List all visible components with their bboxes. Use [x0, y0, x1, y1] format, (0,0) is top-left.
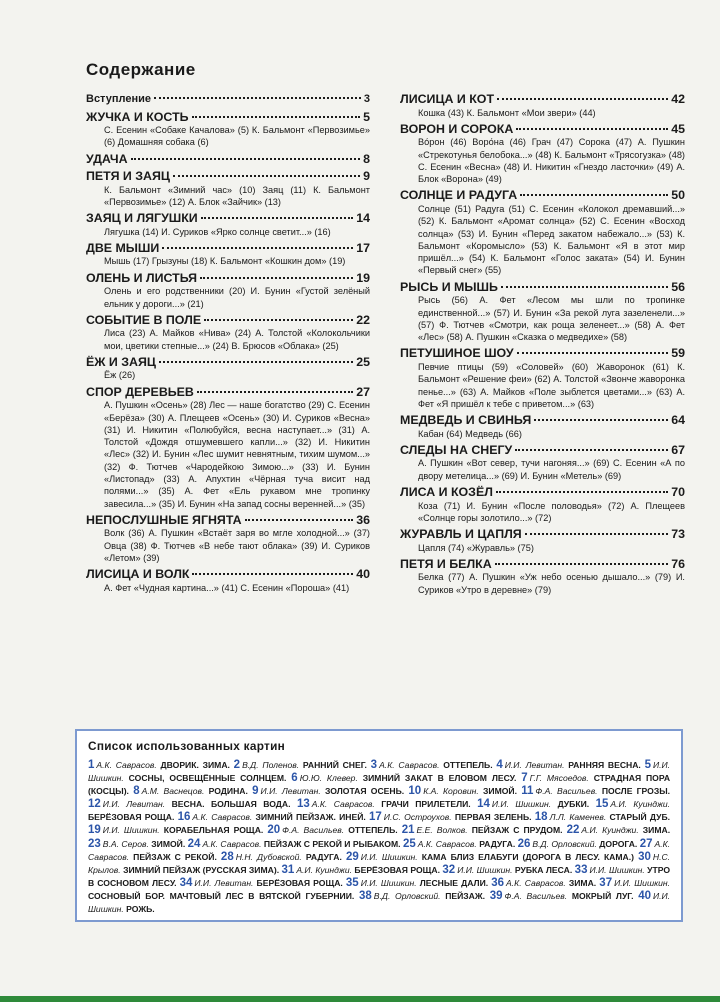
picture-title: ОТТЕПЕЛЬ. — [443, 760, 493, 770]
toc-entry-heading[interactable] — [86, 241, 370, 256]
picture-author: В.Д. Орловский. — [532, 838, 597, 849]
picture-title: ПОСЛЕ ГРОЗЫ. — [601, 786, 671, 797]
toc-page-number: 19 — [356, 270, 370, 285]
toc-entry-detail: Во́рон (46) Воро́на (46) Грач (47) Сорока (47) А. Пушкин «Стрекотунья белобока...» (48) К. Бальмонт «Трясогузка» (48) С. Есенин «Весна» (48) И. Никитин «Гнездо ласточки» (49) А. Блок «Ворона» (49) — [418, 137, 685, 185]
toc-entry-detail: А. Пушкин «Осень» (28) Лес — наше богатство (29) С. Есенин «Берёза» (30) А. Плещеев «Осень» (30) И. Суриков «Весна» (31) И. Никитин «Полюбуйся, весна наступает...» (31) А. Толстой «Дождя отшумевшего капли...» (32) И. Никитин «Лес» (32) И. Бунин «Лес шумит невнятным, тихим шумом...» (32) Ф. Тютчев «Чародейкою Зимою...» (33) И. Бунин «Листопад» (33) А. Апухтин «Чёрная туча висит над полями...» (35) А. Фет «Ель рукавом мне тропинку завесила...» (35) И. Бунин «На запад сосны веренней...» (35) — [104, 400, 370, 509]
picture-author: А.К. Саврасов. — [96, 760, 157, 770]
toc-entry-detail: А. Пушкин «Вот север, тучи нагоняя...» (69) С. Есенин «А по двору метелица...» (69) И. Бунин «Метель» (69) — [418, 458, 685, 481]
picture-title: БЕРЁЗОВАЯ РОЩА. — [88, 812, 175, 823]
picture-number: 24 — [187, 837, 201, 850]
picture-author: И.И. Шишкин. — [88, 760, 671, 784]
picture-title: РОДИНА. — [208, 786, 248, 797]
toc-page-number: 76 — [671, 556, 685, 571]
picture-number: 21 — [401, 824, 415, 837]
picture-number: 33 — [574, 863, 588, 876]
dot-leader — [516, 128, 668, 130]
picture-title: ДОРОГА. — [599, 838, 638, 849]
toc-entry — [400, 122, 685, 186]
picture-title: РАННИЙ СНЕГ. — [302, 760, 367, 770]
toc-entry — [86, 152, 370, 167]
toc-entry-heading[interactable] — [400, 346, 685, 361]
picture-number: 28 — [220, 850, 234, 863]
toc-entry — [86, 271, 370, 310]
toc-page-number: 56 — [671, 279, 685, 294]
picture-title: БЕРЁЗОВАЯ РОЩА. — [354, 864, 440, 875]
picture-title: РОЖЬ. — [126, 904, 155, 915]
picture-number: 31 — [281, 863, 295, 876]
picture-number: 14 — [477, 798, 490, 811]
picture-title: ЗИМНИЙ ПЕЙЗАЖ (РУССКАЯ ЗИМА). — [123, 864, 280, 875]
toc-page-number: 59 — [671, 346, 685, 361]
picture-author: А.И. Куинджи. — [581, 825, 639, 836]
picture-number: 15 — [595, 798, 609, 811]
toc-entry-detail: Кабан (64) Медведь (66) — [418, 428, 522, 439]
picture-number: 11 — [521, 785, 534, 798]
toc-entry-heading[interactable] — [400, 280, 685, 295]
dot-leader — [495, 563, 669, 565]
dot-leader — [515, 449, 668, 451]
picture-author: Н.С. Крылов. — [88, 851, 671, 875]
toc-entry — [400, 92, 685, 119]
toc-entry-title: СПОР ДЕРЕВЬЕВ — [86, 384, 194, 399]
toc-entry-heading[interactable] — [400, 413, 685, 428]
toc-entry-title: ВОРОН И СОРОКА — [400, 121, 514, 136]
toc-entry-heading[interactable] — [400, 92, 685, 107]
picture-number: 19 — [88, 824, 101, 837]
picture-title: РАННЯЯ ВЕСНА. — [568, 760, 641, 770]
picture-item — [263, 825, 397, 835]
toc-entry-heading[interactable] — [400, 188, 685, 203]
picture-author: А.К. Саврасов. — [88, 838, 671, 862]
picture-title: ПЕЙЗАЖ С РЕКОЙ. — [133, 851, 217, 862]
toc-entry — [400, 443, 685, 482]
picture-number: 27 — [639, 837, 653, 850]
pictures-list — [88, 759, 670, 916]
toc-entry-detail: Певчие птицы (59) «Соловей» (60) Жаворонок (61) К. Бальмонт «Решение феи» (62) А. Толстой «Звонче жаворонка пенье...» (63) А. Майков «Поле зыблется цветами...» (63) А. Фет «Я пришёл к тебе с приветом...» (63) — [418, 361, 685, 409]
dot-leader — [517, 352, 669, 354]
picture-item — [471, 799, 589, 809]
toc-entry-detail: Белка (77) А. Пушкин «Уж небо осенью дышало...» (79) И. Суриков «Утро в деревне» (79) — [418, 572, 685, 595]
toc-page-number: 14 — [356, 211, 370, 226]
picture-title: МОКРЫЙ ЛУГ. — [571, 890, 634, 901]
picture-title: СТРАДНАЯ ПОРА (КОСЦЫ). — [88, 773, 671, 797]
toc-page-number: 17 — [356, 240, 370, 255]
picture-item — [366, 812, 532, 822]
picture-item — [517, 786, 670, 796]
pictures-list-box — [75, 729, 683, 922]
toc-entry-title: ЁЖ И ЗАЯЦ — [86, 354, 156, 369]
picture-item — [248, 786, 404, 796]
picture-number: 35 — [345, 876, 359, 889]
toc-entry-title: ДВЕ МЫШИ — [86, 240, 160, 255]
picture-item — [279, 865, 440, 875]
picture-item — [174, 812, 365, 822]
picture-author: И.И. Шишкин. — [360, 851, 418, 862]
toc-entry-heading[interactable] — [86, 567, 370, 582]
toc-page-number: 42 — [671, 92, 685, 106]
toc-entry — [86, 92, 370, 107]
toc-entry-heading[interactable] — [86, 271, 370, 286]
picture-title: ЗИМА. — [568, 877, 597, 888]
picture-author: А.К. Саврасов. — [417, 838, 477, 849]
picture-item — [401, 839, 516, 849]
picture-number: 4 — [496, 759, 503, 771]
toc-page-number: 5 — [363, 109, 370, 124]
picture-item — [343, 878, 488, 888]
picture-item — [230, 760, 367, 770]
picture-number: 37 — [599, 876, 613, 889]
dot-leader — [131, 158, 361, 160]
dot-leader — [162, 247, 353, 249]
toc-entry-heading[interactable] — [86, 385, 370, 400]
picture-number: 32 — [442, 863, 456, 876]
picture-author: Г.Г. Мясоедов. — [529, 773, 589, 784]
picture-item — [88, 839, 185, 849]
picture-author: А.И. Куинджи. — [610, 799, 671, 810]
picture-number: 20 — [267, 824, 281, 837]
toc-entry — [86, 211, 370, 238]
toc-entry-heading[interactable] — [400, 557, 685, 572]
toc-entry-heading[interactable] — [86, 169, 370, 184]
picture-author: А.К. Саврасов. — [506, 877, 566, 888]
toc-entry-title: ЛИСА И КОЗЁЛ — [400, 485, 493, 500]
picture-author: И.И. Шишкин. — [102, 825, 160, 836]
picture-number: 36 — [491, 876, 505, 889]
picture-title: ПЕЙЗАЖ. — [445, 890, 486, 901]
picture-item — [88, 799, 291, 809]
picture-item — [485, 891, 633, 901]
picture-number: 12 — [88, 798, 101, 811]
toc-entry-title: ЗАЯЦ И ЛЯГУШКИ — [86, 211, 198, 226]
picture-number: 29 — [345, 850, 359, 863]
picture-number: 7 — [521, 772, 528, 785]
picture-item — [404, 786, 517, 796]
toc-entry-heading[interactable] — [86, 313, 370, 328]
picture-author: И.И. Левитан. — [504, 760, 565, 770]
picture-author: А.К. Саврасов. — [379, 760, 440, 770]
picture-number: 34 — [179, 876, 193, 889]
picture-title: ПЕЙЗАЖ С ПРУДОМ. — [471, 825, 563, 836]
toc-entry-heading[interactable] — [400, 527, 685, 542]
picture-title: ОТТЕПЕЛЬ. — [348, 825, 398, 836]
toc-entry-detail: Цапля (74) «Журавль» (75) — [418, 542, 534, 553]
picture-author: Ю.Ю. Клевер. — [299, 773, 358, 784]
toc-right-column — [400, 92, 685, 599]
picture-number: 5 — [644, 759, 651, 771]
dot-leader — [159, 361, 353, 363]
toc-entry-detail: А. Фет «Чудная картина...» (41) С. Есенин «Пороша» (41) — [104, 582, 350, 593]
dot-leader — [245, 519, 354, 521]
toc-entry — [86, 513, 370, 564]
toc-page-number: 3 — [363, 93, 370, 105]
toc-entry-title: ЛИСИЦА И ВОЛК — [86, 567, 190, 582]
toc-entry — [86, 385, 370, 510]
picture-author: А.К. Саврасов. — [192, 812, 253, 823]
picture-number: 3 — [370, 759, 378, 771]
picture-title: ЗИМНИЙ ЗАКАТ В ЕЛОВОМ ЛЕСУ. — [362, 773, 517, 784]
picture-author: Ф.А. Васильев. — [504, 890, 568, 901]
toc-entry-detail: К. Бальмонт «Зимний час» (10) Заяц (11) К. Бальмонт «Первозимье» (12) А. Блок «Зайчик» (13) — [104, 184, 370, 207]
picture-author: А.К. Саврасов. — [311, 799, 375, 810]
toc-entry-title: ПЕТУШИНОЕ ШОУ — [400, 346, 514, 361]
dot-leader — [192, 573, 353, 575]
toc-page-number: 27 — [356, 384, 370, 399]
toc-entry — [86, 313, 370, 352]
picture-number: 9 — [252, 785, 259, 798]
picture-author: В.Д. Орловский. — [373, 890, 441, 901]
picture-number: 8 — [133, 785, 140, 798]
picture-title: ЗИМОЙ. — [151, 838, 186, 849]
dot-leader — [501, 286, 668, 288]
toc-entry — [400, 188, 685, 276]
toc-entry — [400, 280, 685, 344]
picture-author: И.И. Шишкин. — [360, 877, 417, 888]
toc-entry-title: Вступление — [86, 93, 151, 105]
picture-author: А.И. Куинджи. — [296, 864, 352, 875]
dot-leader — [192, 116, 361, 118]
picture-title: СОСНОВЫЙ БОР. МАЧТОВЫЙ ЛЕС В ВЯТСКОЙ ГУБЕРНИИ. — [88, 890, 355, 901]
toc-entry — [400, 527, 685, 554]
toc-entry-title: РЫСЬ И МЫШЬ — [400, 279, 498, 294]
dot-leader — [534, 419, 668, 421]
picture-number: 13 — [296, 798, 310, 811]
picture-title: ПЕРВАЯ ЗЕЛЕНЬ. — [454, 812, 532, 823]
picture-title: СОСНЫ, ОСВЕЩЁННЫЕ СОЛНЦЕМ. — [128, 773, 287, 784]
toc-entry-title: ЖУРАВЛЬ И ЦАПЛЯ — [400, 527, 522, 542]
picture-number: 30 — [638, 850, 651, 863]
toc-entry-detail: Олень и его родственники (20) И. Бунин «Густой зелёный ельник у дороги...» (21) — [104, 286, 370, 309]
picture-title: ДУБКИ. — [557, 799, 590, 810]
picture-number: 38 — [358, 889, 372, 902]
toc-entry-title: СОЛНЦЕ И РАДУГА — [400, 188, 518, 203]
picture-number: 17 — [369, 811, 382, 824]
page-title: Содержание — [86, 60, 196, 79]
picture-title: БЕРЁЗОВАЯ РОЩА. — [256, 877, 343, 888]
picture-title: ЗИМА. — [642, 825, 671, 836]
picture-number: 39 — [489, 889, 503, 902]
picture-item — [398, 825, 563, 835]
toc-entry-detail: Мышь (17) Грызуны (18) К. Бальмонт «Кошкин дом» (19) — [104, 256, 346, 267]
dot-leader — [204, 319, 353, 321]
picture-number: 22 — [566, 824, 580, 837]
picture-number: 16 — [177, 811, 191, 824]
picture-author: Ф.А. Васильев. — [535, 786, 598, 797]
picture-title: РАДУГА. — [305, 851, 342, 862]
picture-number: 26 — [517, 837, 531, 850]
picture-title: ДВОРИК. ЗИМА. — [160, 760, 230, 770]
picture-number: 6 — [291, 772, 298, 785]
toc-page-number: 40 — [356, 567, 370, 582]
toc-page-number: 67 — [671, 442, 685, 457]
picture-author: И.И. Левитан. — [260, 786, 321, 797]
picture-author: И.И. Левитан. — [102, 799, 166, 810]
dot-leader — [197, 391, 353, 393]
toc-entry-title: ЛИСИЦА И КОТ — [400, 92, 495, 106]
toc-entry — [86, 169, 370, 208]
picture-item — [563, 825, 671, 835]
picture-author: К.А. Коровин. — [423, 786, 479, 797]
toc-entry — [400, 485, 685, 524]
picture-number: 23 — [88, 837, 101, 850]
toc-entry-title: ОЛЕНЬ И ЛИСТЬЯ — [86, 270, 198, 285]
toc-entry — [400, 557, 685, 596]
picture-number: 25 — [402, 837, 416, 850]
toc-entry-title: ПЕТЯ И ЗАЯЦ — [86, 169, 170, 184]
toc-page-number: 9 — [363, 169, 370, 184]
toc-page-number: 73 — [671, 527, 685, 542]
picture-item — [88, 825, 263, 835]
toc-entry — [400, 413, 685, 440]
picture-author: И.С. Остроухов. — [383, 812, 452, 823]
picture-title: ЗОЛОТАЯ ОСЕНЬ. — [324, 786, 405, 797]
toc-entry-heading[interactable] — [86, 211, 370, 226]
picture-item — [493, 760, 641, 770]
toc-entry-title: СЛЕДЫ НА СНЕГУ — [400, 442, 513, 457]
picture-item — [291, 799, 471, 809]
bottom-green-strip — [0, 996, 720, 1002]
toc-entry-title: НЕПОСЛУШНЫЕ ЯГНЯТА — [86, 512, 242, 527]
toc-entry-detail: Кошка (43) К. Бальмонт «Мои звери» (44) — [418, 107, 596, 118]
picture-title: КАМА БЛИЗ ЕЛАБУГИ (ДОРОГА В ЛЕСУ. КАМА.) — [421, 851, 635, 862]
pictures-list-title: Список использованных картин — [88, 739, 286, 753]
picture-item — [177, 878, 343, 888]
picture-item — [88, 760, 230, 770]
toc-page-number: 50 — [671, 188, 685, 203]
picture-author: И.И. Шишкин. — [614, 877, 671, 888]
picture-title: ЛЕСНЫЕ ДАЛИ. — [419, 877, 489, 888]
picture-title: ЗИМОЙ. — [483, 786, 517, 797]
picture-author: И.И. Шишкин. — [491, 799, 552, 810]
toc-page-number: 25 — [356, 354, 370, 369]
picture-item — [185, 839, 400, 849]
toc-entry-detail: Солнце (51) Радуга (51) С. Есенин «Колокол дремавший...» (52) К. Бальмонт «Аромат солнца» (52) С. Есенин «Восход солнца» (53) И. Бунин «Перед закатом набежало...» (53) К. Бальмонт «Коромысло» (53) К. Бальмонт «Я в этот мир пришёл...» (54) К. Бальмонт «Голос заката» (54) И. Бунин «Первый снег» (55) — [418, 203, 685, 276]
picture-author: Ф.А. Васильев. — [282, 825, 345, 836]
toc-entry-title: УДАЧА — [86, 151, 128, 166]
picture-item — [342, 852, 634, 862]
picture-title: ГРАЧИ ПРИЛЕТЕЛИ. — [381, 799, 471, 810]
picture-number: 18 — [534, 811, 548, 824]
dot-leader — [497, 98, 668, 100]
toc-entry — [86, 355, 370, 382]
picture-title: ЗИМНИЙ ПЕЙЗАЖ. ИНЕЙ. — [255, 812, 366, 823]
picture-title: РУБКА ЛЕСА. — [514, 864, 573, 875]
dot-leader — [496, 491, 668, 493]
toc-entry-heading[interactable] — [86, 513, 370, 528]
toc-entry-heading[interactable] — [86, 110, 370, 125]
toc-entry-heading[interactable] — [86, 92, 370, 107]
toc-entry-title: ПЕТЯ И БЕЛКА — [400, 556, 492, 571]
picture-title: ПЕЙЗАЖ С РЕКОЙ И РЫБАКОМ. — [263, 838, 401, 849]
picture-number: 2 — [233, 759, 241, 771]
picture-title: КОРАБЕЛЬНАЯ РОЩА. — [163, 825, 264, 836]
picture-item — [354, 891, 485, 901]
picture-author: А.М. Васнецов. — [141, 786, 205, 797]
picture-author: Н.Н. Дубовской. — [235, 851, 302, 862]
picture-item — [129, 786, 248, 796]
picture-item — [488, 878, 596, 888]
picture-author: В.А. Серов. — [102, 838, 149, 849]
toc-entry-heading[interactable] — [400, 443, 685, 458]
toc-entry-detail: Лягушка (14) И. Суриков «Ярко солнце светит...» (16) — [104, 226, 331, 237]
toc-entry — [400, 346, 685, 410]
dot-leader — [201, 217, 353, 219]
picture-item — [515, 839, 637, 849]
toc-entry-detail: С. Есенин «Собаке Качалова» (5) К. Бальмонт «Первозимье» (6) Домашняя собака (6) — [104, 125, 370, 148]
toc-page-number: 36 — [356, 512, 370, 527]
picture-title: РАДУГА. — [479, 838, 516, 849]
picture-author: И.И. Левитан. — [194, 877, 254, 888]
toc-entry-title: ЖУЧКА И КОСТЬ — [86, 109, 189, 124]
toc-entry-heading[interactable] — [86, 355, 370, 370]
dot-leader — [525, 533, 668, 535]
toc-entry — [86, 110, 370, 149]
picture-author: А.К. Саврасов. — [202, 838, 262, 849]
dot-leader — [200, 277, 353, 279]
toc-entry-heading[interactable] — [86, 152, 370, 167]
dot-leader — [173, 175, 360, 177]
picture-author: Е.Е. Волков. — [416, 825, 468, 836]
toc-page-number: 22 — [356, 312, 370, 327]
toc-entry-heading[interactable] — [400, 122, 685, 137]
picture-author: В.Д. Поленов. — [242, 760, 300, 770]
dot-leader — [154, 97, 361, 99]
dot-leader — [520, 194, 668, 196]
toc-entry — [86, 241, 370, 268]
picture-item — [217, 852, 342, 862]
picture-author: И.И. Шишкин. — [88, 890, 671, 915]
toc-entry-detail: Коза (71) И. Бунин «После половодья» (72) А. Плещеев «Солнце горы золотило...» (72) — [418, 500, 685, 523]
toc-entry-title: СОБЫТИЕ В ПОЛЕ — [86, 312, 202, 327]
toc-page-number: 70 — [671, 485, 685, 500]
toc-entry-heading[interactable] — [400, 485, 685, 500]
toc-entry-title: МЕДВЕДЬ И СВИНЬЯ — [400, 413, 532, 428]
picture-title: УТРО В СОСНОВОМ ЛЕСУ. — [88, 864, 671, 888]
toc-entry-detail: Волк (36) А. Пушкин «Встаёт заря во мгле холодной...» (37) Овца (38) Ф. Тютчев «В небе тают облака» (39) И. Суриков «Летом» (39) — [104, 528, 370, 564]
toc-page-number: 8 — [363, 151, 370, 166]
picture-item — [532, 812, 671, 822]
picture-author: И.И. Шишкин. — [457, 864, 513, 875]
toc-left-column — [86, 92, 370, 597]
toc-entry — [86, 567, 370, 594]
toc-entry-detail: Рысь (56) А. Фет «Лесом мы шли по тропинке единственной...» (57) И. Бунин «За рекой луга зазеленели...» (57) Ф. Тютчев «Смотри, как роща зеленеет...» (58) А. Фет «Лес» (58) А. Пушкин «Сказка о медведихе» (58) — [418, 295, 685, 343]
picture-author: Л.Л. Каменев. — [549, 812, 607, 823]
picture-title: СТАРЫЙ ДУБ. — [609, 812, 671, 823]
picture-item — [367, 760, 493, 770]
toc-page-number: 45 — [671, 121, 685, 136]
picture-number: 40 — [638, 889, 651, 902]
picture-number: 1 — [88, 759, 95, 771]
picture-item — [286, 773, 516, 783]
toc-page-number: 64 — [671, 413, 685, 428]
picture-author: И.И. Шишкин. — [589, 864, 645, 875]
picture-title: ВЕСНА. БОЛЬШАЯ ВОДА. — [171, 799, 291, 810]
toc-entry-detail: Ёж (26) — [104, 370, 136, 381]
toc-entry-detail: Лиса (23) А. Майков «Нива» (24) А. Толстой «Колокольчики мои, цветики степные...» (24) В. Брюсов «Облака» (25) — [104, 328, 370, 351]
picture-item — [440, 865, 572, 875]
picture-number: 10 — [408, 785, 422, 798]
